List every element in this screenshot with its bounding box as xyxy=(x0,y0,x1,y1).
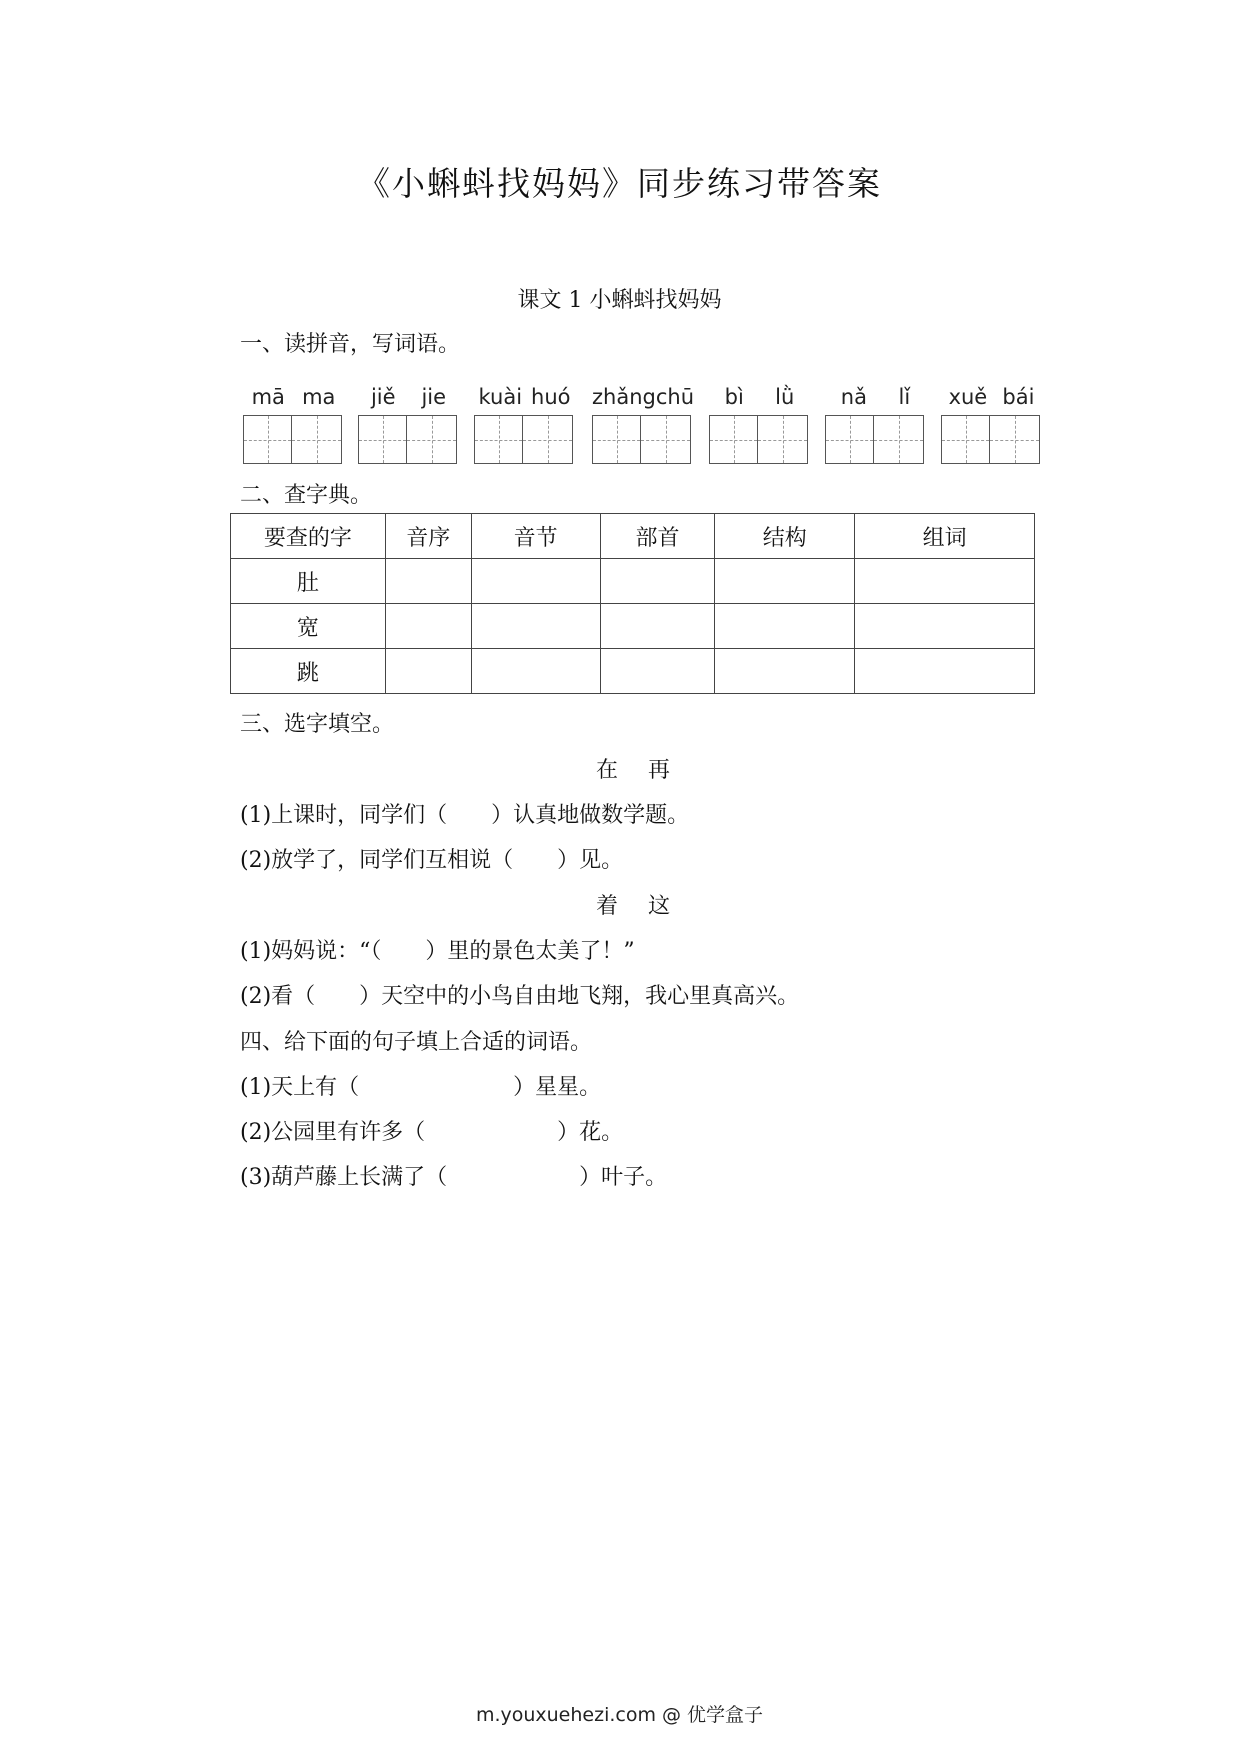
table-row xyxy=(231,604,1035,649)
table-header: 部首 xyxy=(600,514,715,559)
table-header: 组词 xyxy=(855,514,1035,559)
choice-word: 在 xyxy=(596,758,619,783)
answer-cell[interactable] xyxy=(471,604,600,649)
lookup-char: 肚 xyxy=(231,559,386,604)
answer-cell[interactable] xyxy=(855,604,1035,649)
answer-cell[interactable] xyxy=(385,649,471,694)
choice-word: 着 xyxy=(596,894,619,919)
table-header: 要查的字 xyxy=(231,514,386,559)
answer-cell[interactable] xyxy=(471,559,600,604)
answer-cell[interactable] xyxy=(855,649,1035,694)
pinyin-syllable: lǐ xyxy=(898,385,911,409)
writing-grid-box[interactable] xyxy=(874,415,924,464)
lookup-char: 宽 xyxy=(231,604,386,649)
writing-grid-box[interactable] xyxy=(292,415,342,464)
pinyin-syllable: zhǎng xyxy=(592,385,656,409)
choice-words xyxy=(596,753,700,784)
pinyin-syllable: jie xyxy=(421,385,447,409)
question-line: (2)放学了，同学们互相说（ ）见。 xyxy=(240,848,624,873)
answer-cell[interactable] xyxy=(600,649,715,694)
writing-grid-box[interactable] xyxy=(358,415,407,464)
answer-cell[interactable] xyxy=(715,559,855,604)
writing-grid-box[interactable] xyxy=(941,415,990,464)
writing-grid-box[interactable] xyxy=(758,415,808,464)
question-line: (1)妈妈说：“（ ）里的景色太美了！” xyxy=(240,939,635,964)
answer-cell[interactable] xyxy=(855,559,1035,604)
writing-grid-box[interactable] xyxy=(523,415,573,464)
dictionary-table xyxy=(230,513,1035,694)
section3-heading: 三、选字填空。 xyxy=(240,712,395,737)
question-line: (1)天上有（ ）星星。 xyxy=(240,1075,602,1100)
pinyin-syllable: nǎ xyxy=(840,385,867,409)
writing-grid-box[interactable] xyxy=(592,415,641,464)
choice-words xyxy=(596,889,700,920)
pinyin-syllable: lǜ xyxy=(775,385,795,409)
table-row xyxy=(231,559,1035,604)
pinyin-syllable: ma xyxy=(302,385,336,409)
writing-grid-box[interactable] xyxy=(990,415,1040,464)
table-header: 音序 xyxy=(385,514,471,559)
section2-heading: 二、查字典。 xyxy=(240,483,373,508)
footer-watermark: m.youxuehezi.com @ 优学盒子 xyxy=(475,1704,764,1726)
table-header: 结构 xyxy=(715,514,855,559)
lookup-char: 跳 xyxy=(231,649,386,694)
question-line: (1)上课时，同学们（ ）认真地做数学题。 xyxy=(240,803,690,828)
writing-grid-box[interactable] xyxy=(825,415,874,464)
table-header-row xyxy=(231,514,1035,559)
answer-cell[interactable] xyxy=(471,649,600,694)
pinyin-syllable: xuě xyxy=(948,385,988,409)
question-line: (3)葫芦藤上长满了（ ）叶子。 xyxy=(240,1165,668,1190)
table-row xyxy=(231,649,1035,694)
choice-word: 这 xyxy=(648,894,671,919)
writing-grid-box[interactable] xyxy=(243,415,292,464)
answer-cell[interactable] xyxy=(715,649,855,694)
pinyin-syllable: jiě xyxy=(370,385,396,409)
page-title: 《小蝌蚪找妈妈》同步练习带答案 xyxy=(357,164,882,203)
writing-grid-box[interactable] xyxy=(474,415,523,464)
answer-cell[interactable] xyxy=(715,604,855,649)
choice-word: 再 xyxy=(648,758,671,783)
answer-cell[interactable] xyxy=(600,604,715,649)
answer-cell[interactable] xyxy=(385,604,471,649)
pinyin-syllable: kuài xyxy=(478,385,523,409)
writing-grid-box[interactable] xyxy=(407,415,457,464)
pinyin-syllable: chū xyxy=(655,385,695,409)
pinyin-syllable: bái xyxy=(1002,385,1035,409)
answer-cell[interactable] xyxy=(600,559,715,604)
question-line: (2)公园里有许多（ ）花。 xyxy=(240,1120,624,1145)
section4-heading: 四、给下面的句子填上合适的词语。 xyxy=(240,1030,593,1055)
writing-grid-box[interactable] xyxy=(641,415,691,464)
lesson-subtitle: 课文 1 小蝌蚪找妈妈 xyxy=(517,288,722,313)
pinyin-syllable: bì xyxy=(724,385,744,409)
pinyin-syllable: huó xyxy=(531,385,571,409)
pinyin-syllable: mā xyxy=(251,385,285,409)
answer-cell[interactable] xyxy=(385,559,471,604)
section1-heading: 一、读拼音，写词语。 xyxy=(240,332,461,357)
question-line: (2)看（ ）天空中的小鸟自由地飞翔，我心里真高兴。 xyxy=(240,984,800,1009)
table-header: 音节 xyxy=(471,514,600,559)
writing-grid-box[interactable] xyxy=(709,415,758,464)
